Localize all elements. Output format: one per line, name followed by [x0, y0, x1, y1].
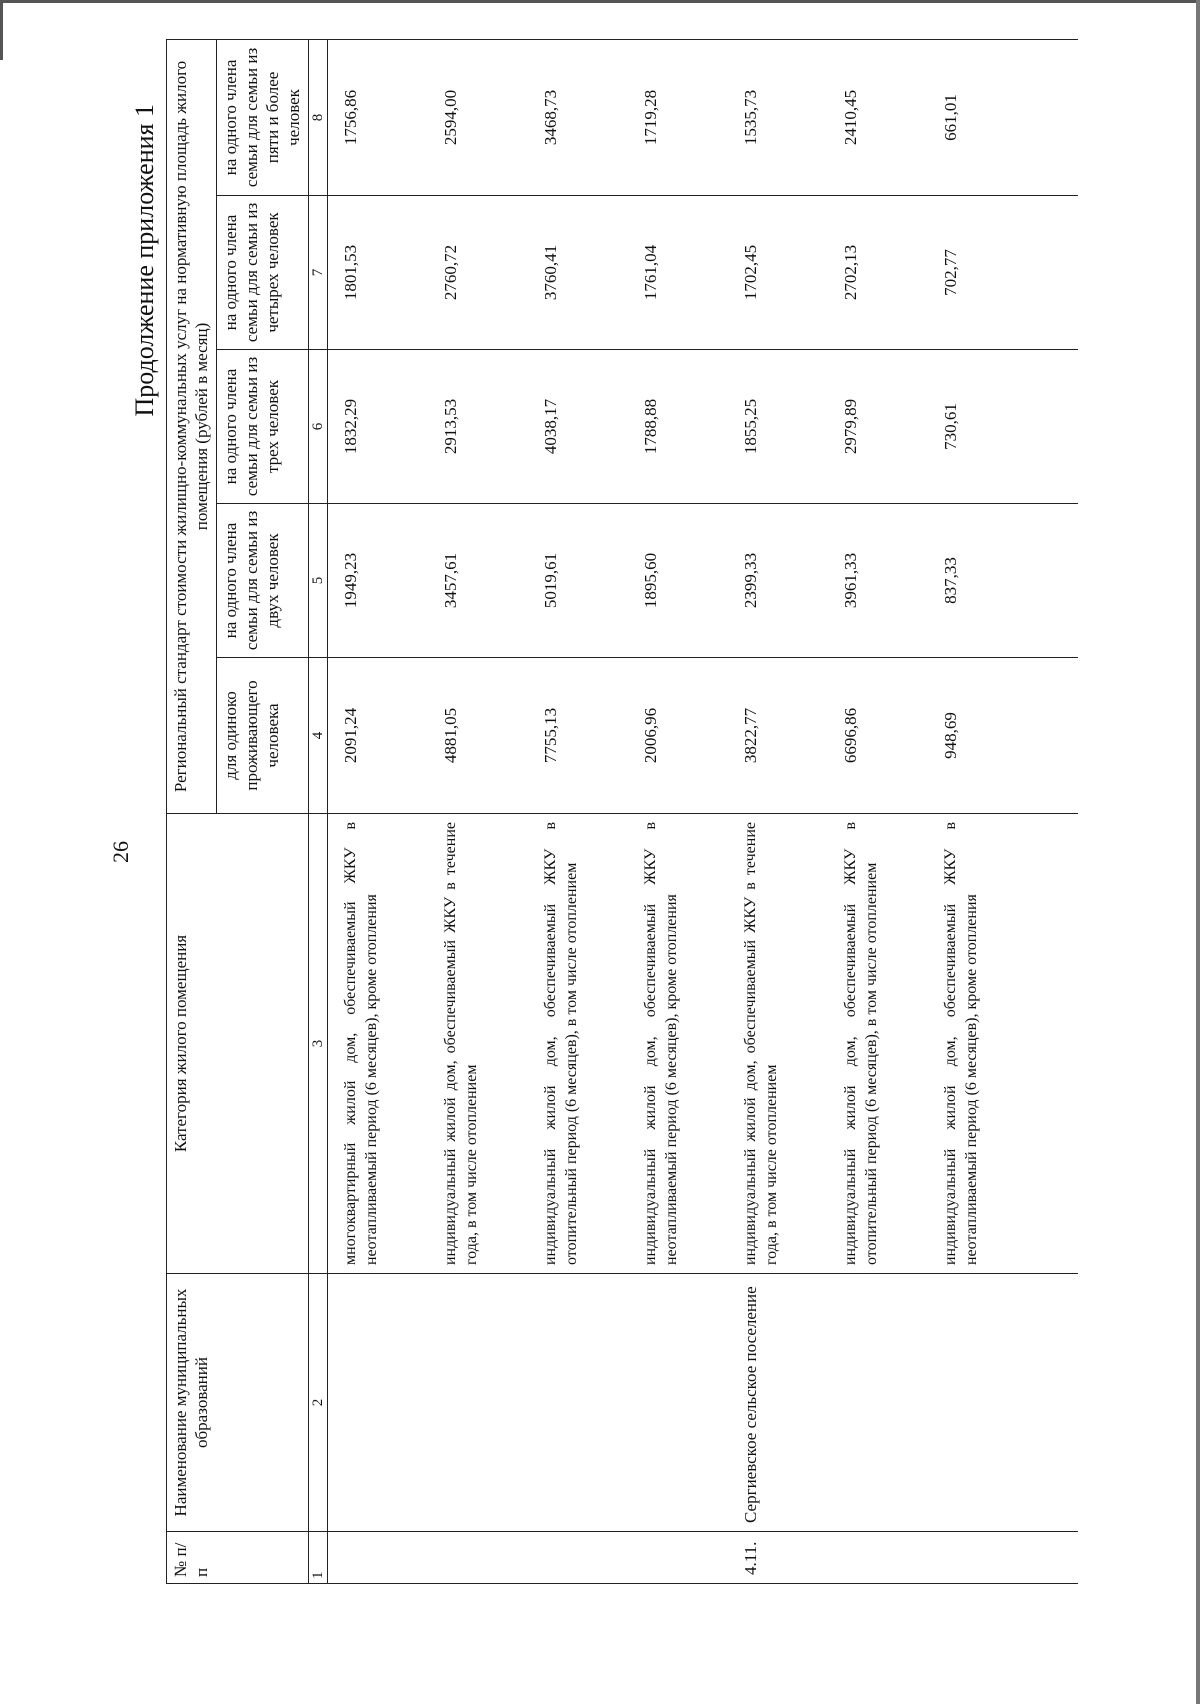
value-four: 1761,04 [628, 196, 728, 350]
subheader-five: на одного члена семьи для семьи из пяти и более человек [216, 39, 308, 195]
row-index: 4.11. [728, 1532, 828, 1584]
row-municipality [327, 1274, 428, 1532]
table-row [327, 39, 428, 1583]
value-three: 1832,29 [327, 350, 428, 504]
value-three: 2913,53 [428, 350, 528, 504]
value-two: 1895,60 [628, 504, 728, 658]
row-index [327, 1532, 428, 1584]
column-number: 5 [308, 504, 327, 658]
value-four: 1801,53 [327, 196, 428, 350]
column-number: 8 [308, 39, 327, 195]
value-single: 6696,86 [828, 658, 928, 814]
column-number: 2 [308, 1274, 327, 1532]
value-four: 2702,13 [828, 196, 928, 350]
column-number: 3 [308, 814, 327, 1274]
value-four: 2760,72 [428, 196, 528, 350]
row-index [828, 1532, 928, 1584]
row-municipality [828, 1274, 928, 1532]
table-row [528, 39, 628, 1583]
value-three: 4038,17 [528, 350, 628, 504]
column-number: 7 [308, 196, 327, 350]
value-four: 3760,41 [528, 196, 628, 350]
header-row [167, 39, 217, 1583]
value-two: 5019,61 [528, 504, 628, 658]
row-municipality: Сергиевское сельское поселение [728, 1274, 828, 1532]
column-number-row [308, 39, 327, 1583]
value-five: 3468,73 [528, 39, 628, 195]
row-municipality [528, 1274, 628, 1532]
value-five: 1719,28 [628, 39, 728, 195]
standards-table [166, 39, 1078, 1584]
value-four: 702,77 [928, 196, 1078, 350]
continuation-title: Продолжение приложения 1 [130, 104, 159, 417]
subheader-three: на одного члена семьи для семьи из трех человек [216, 350, 308, 504]
value-three: 2979,89 [828, 350, 928, 504]
row-index [628, 1532, 728, 1584]
value-two: 837,33 [928, 504, 1078, 658]
row-municipality [628, 1274, 728, 1532]
table-row [728, 39, 828, 1583]
page-number: 26 [108, 841, 133, 863]
value-five: 2594,00 [428, 39, 528, 195]
value-three: 1788,88 [628, 350, 728, 504]
subheader-single: для одиноко проживающего человека [216, 658, 308, 814]
value-five: 1756,86 [327, 39, 428, 195]
row-category: многоквартирный жилой дом, обеспечиваемый ЖКУ в неотапливаемый период (6 месяцев), кроме отопления [327, 814, 428, 1274]
value-five: 661,01 [928, 39, 1078, 195]
value-three: 1855,25 [728, 350, 828, 504]
subheader-four: на одного члена семьи для семьи из четырех человек [216, 196, 308, 350]
column-number: 6 [308, 350, 327, 504]
row-category: индивидуальный жилой дом, обеспечиваемый ЖКУ в отопительный период (6 месяцев), в том числе отоплением [828, 814, 928, 1274]
row-index [528, 1532, 628, 1584]
column-number: 4 [308, 658, 327, 814]
value-single: 948,69 [928, 658, 1078, 814]
value-two: 1949,23 [327, 504, 428, 658]
value-single: 3822,77 [728, 658, 828, 814]
header-category: Категория жилого помещения [167, 814, 309, 1274]
value-two: 3457,61 [428, 504, 528, 658]
row-index [428, 1532, 528, 1584]
row-category: индивидуальный жилой дом, обеспечиваемый ЖКУ в неотапливаемый период (6 месяцев), кроме отопления [628, 814, 728, 1274]
table-row [928, 39, 1078, 1583]
row-category: индивидуальный жилой дом, обеспечиваемый ЖКУ в течение года, в том числе отоплением [728, 814, 828, 1274]
row-category: индивидуальный жилой дом, обеспечиваемый ЖКУ в отопительный период (6 месяцев), в том числе отоплением [528, 814, 628, 1274]
row-municipality [928, 1274, 1078, 1532]
value-single: 4881,05 [428, 658, 528, 814]
value-five: 2410,45 [828, 39, 928, 195]
value-four: 1702,45 [728, 196, 828, 350]
table-row [828, 39, 928, 1583]
row-category: индивидуальный жилой дом, обеспечиваемый ЖКУ в неотапливаемый период (6 месяцев), кроме отопления [928, 814, 1078, 1274]
row-category: индивидуальный жилой дом, обеспечиваемый ЖКУ в течение года, в том числе отоплением [428, 814, 528, 1274]
value-single: 2091,24 [327, 658, 428, 814]
table-row [628, 39, 728, 1583]
row-index [928, 1532, 1078, 1584]
value-two: 2399,33 [728, 504, 828, 658]
subheader-two: на одного члена семьи для семьи из двух человек [216, 504, 308, 658]
header-municipality: Наименование муниципальных образований [167, 1274, 309, 1532]
value-single: 7755,13 [528, 658, 628, 814]
header-no: № п/п [167, 1532, 309, 1584]
value-two: 3961,33 [828, 504, 928, 658]
row-municipality [428, 1274, 528, 1532]
value-five: 1535,73 [728, 39, 828, 195]
table-row [428, 39, 528, 1583]
column-number: 1 [308, 1532, 327, 1584]
value-three: 730,61 [928, 350, 1078, 504]
value-single: 2006,96 [628, 658, 728, 814]
header-group-title: Региональный стандарт стоимости жилищно-коммунальных услуг на нормативную площадь жилого помещения (рублей в месяц) [167, 39, 217, 813]
